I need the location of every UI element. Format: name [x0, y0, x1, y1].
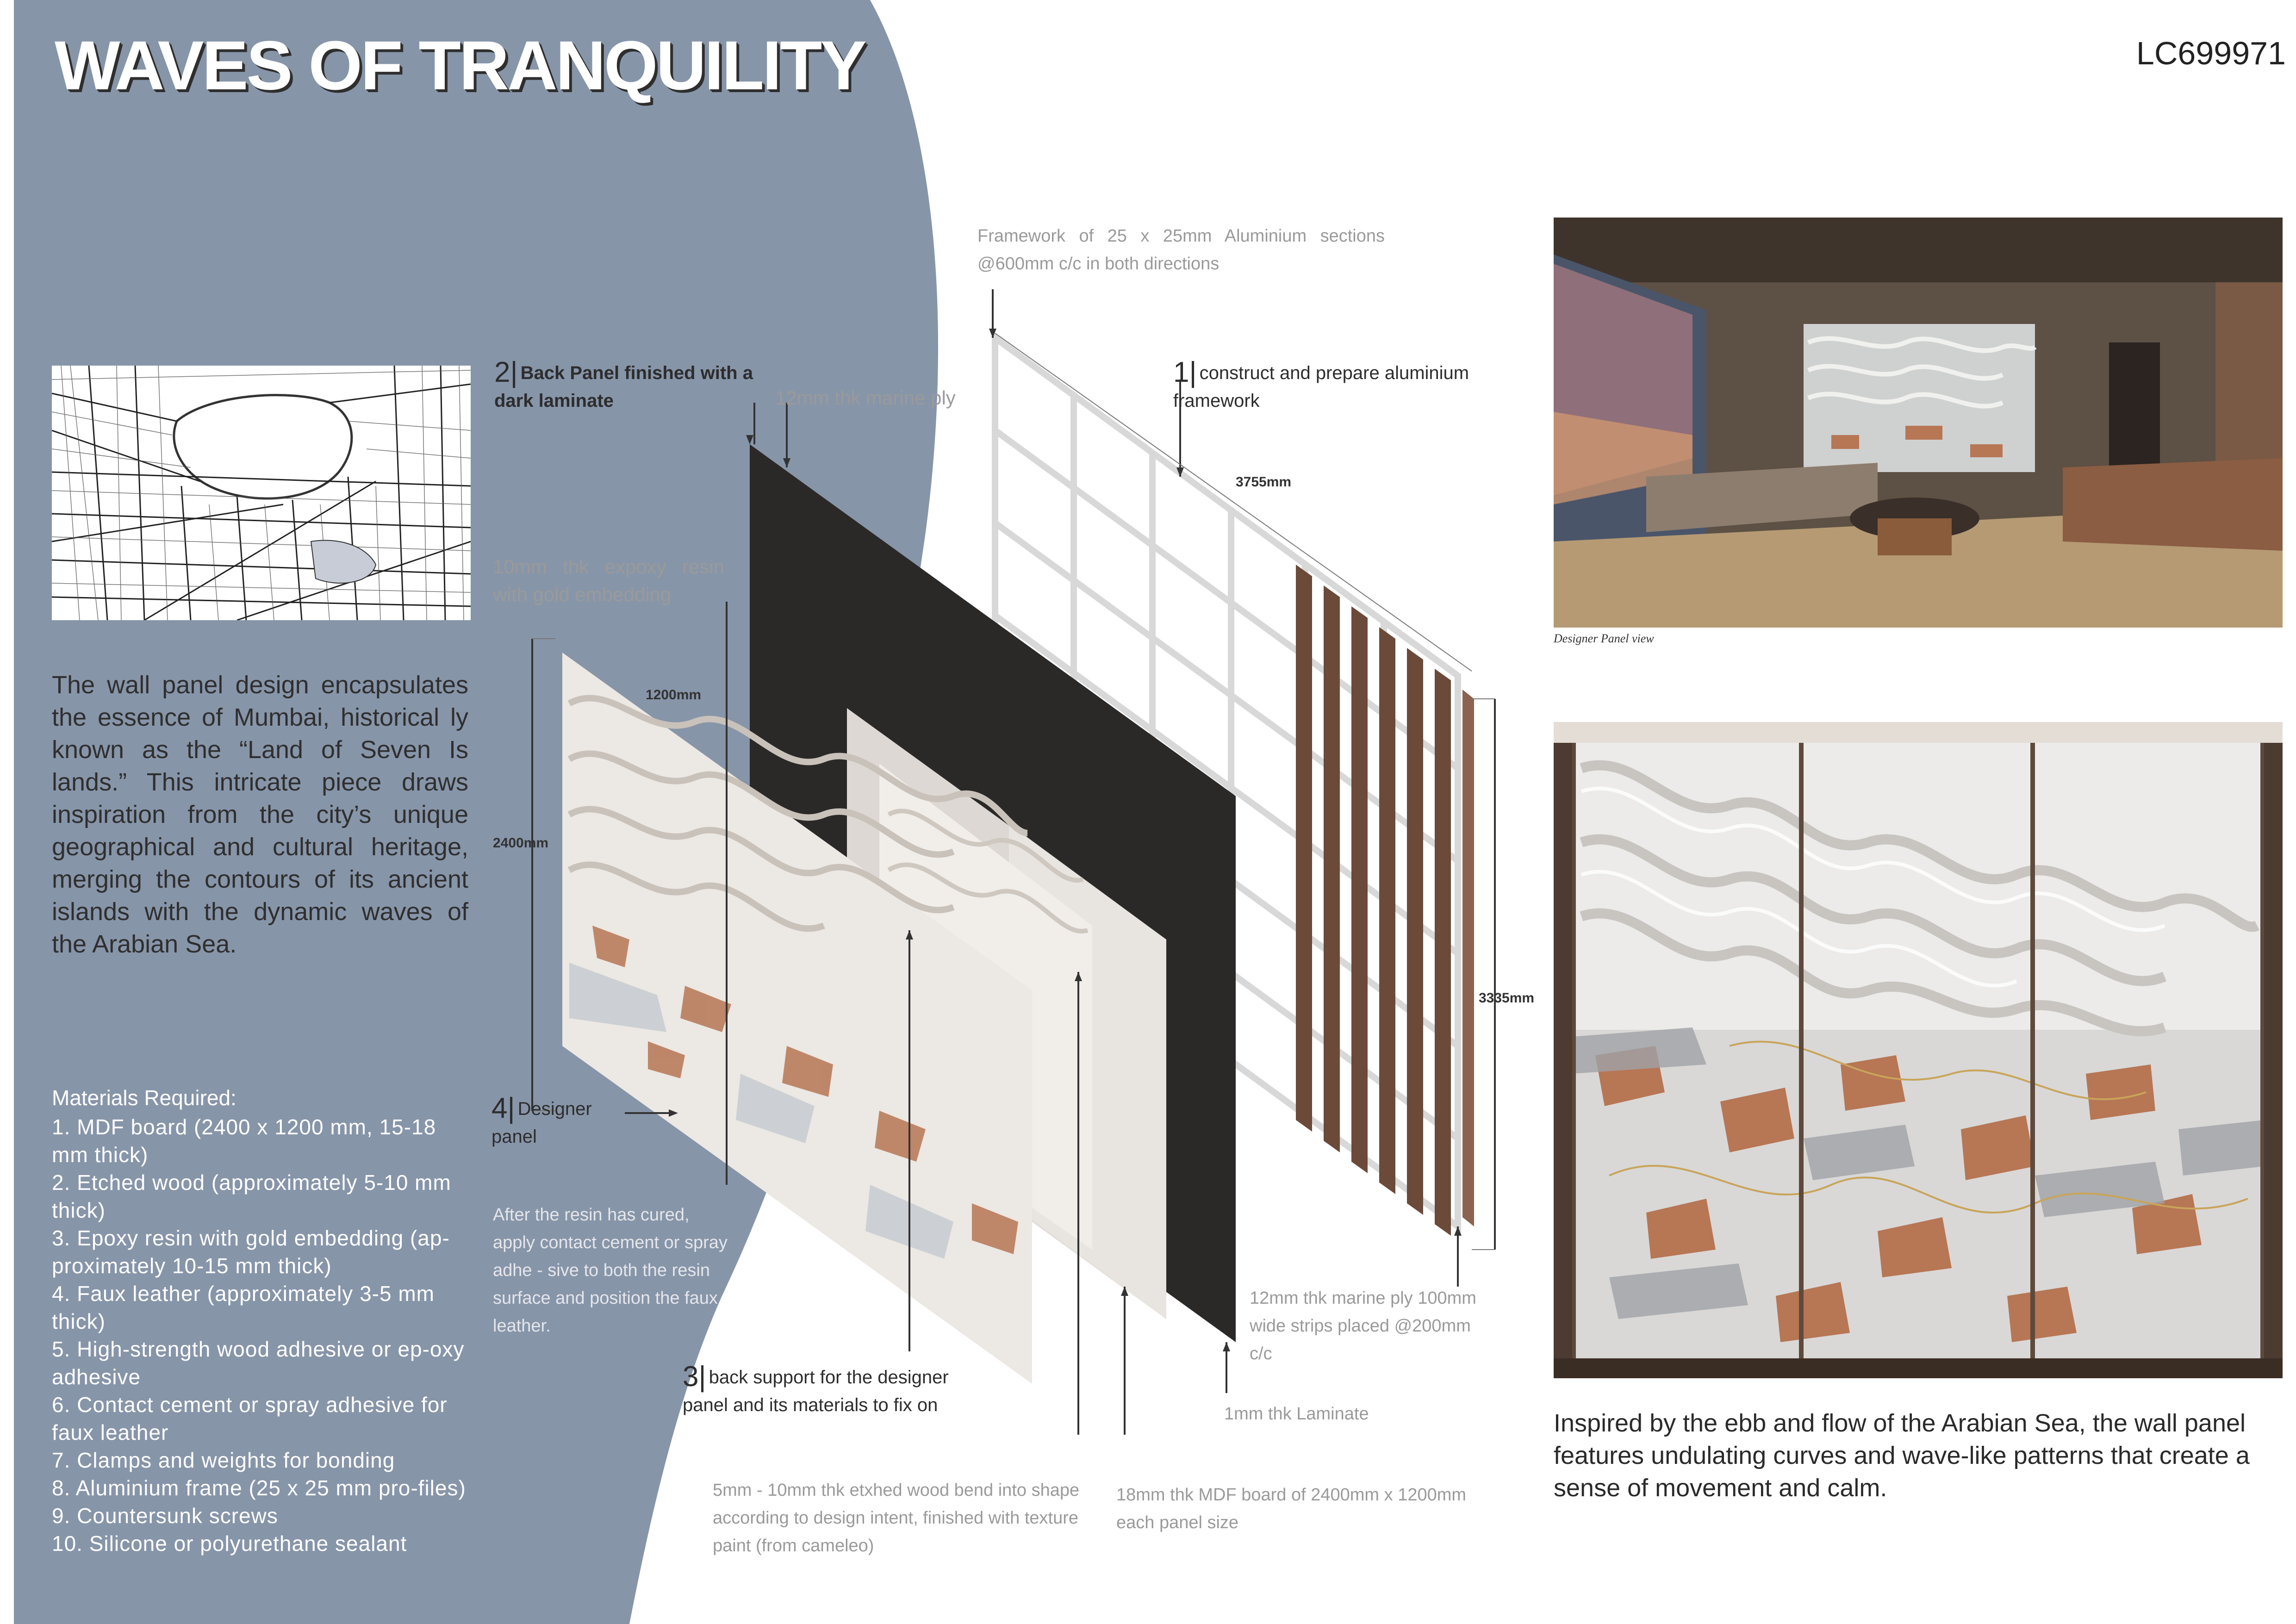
- step2-label: [494, 356, 772, 415]
- materials-list: [52, 1113, 478, 1557]
- etched-wood-note: 5mm - 10mm thk etxhed wood bend into shape according to design intent, finished with texture paint (from cameleo): [713, 1481, 1080, 1556]
- step2-number: 2|: [494, 356, 518, 388]
- list-item: 5. High-strength wood adhesive or ep-oxy adhesive: [52, 1337, 465, 1389]
- list-item: 3. Epoxy resin with gold embedding (ap-proximately 10-15 mm thick): [52, 1226, 450, 1278]
- mumbai-map: [52, 366, 471, 620]
- dimension-height: 3335mm: [1479, 990, 1535, 1006]
- materials-title: Materials Required:: [52, 1086, 236, 1110]
- framework-note: Framework of 25 x 25mm Aluminium sections @600mm c/c in both directions: [977, 226, 1385, 274]
- step4-label: [492, 1092, 603, 1151]
- step1-label: [1173, 356, 1497, 415]
- step2-text: Back Panel finished with a dark laminate: [494, 363, 753, 411]
- strips-note: 12mm thk marine ply 100mm wide strips placed @200mm c/c: [1250, 1288, 1476, 1363]
- mdf-note: 18mm thk MDF board of 2400mm x 1200mm each panel size: [1116, 1485, 1467, 1532]
- designer-panel-render: [1554, 218, 2283, 628]
- list-item: 4. Faux leather (approximately 3-5 mm thick): [52, 1282, 435, 1333]
- step1-number: 1|: [1173, 356, 1197, 388]
- step4-number: 4|: [492, 1092, 515, 1124]
- page-title: WAVES OF TRANQUILITY: [55, 26, 865, 104]
- list-item: 10. Silicone or polyurethane sealant: [52, 1531, 407, 1556]
- intro-paragraph: The wall panel design encapsulates the essence of Mumbai, historical ly known as the “Land of Seven Is lands.” This intricate piece draws inspiration from the city’s unique geographical and cultural heritage, merging the contours of its ancient islands with the dynamic waves of the Arabian Sea.: [52, 671, 468, 958]
- render-caption: Designer Panel view: [1554, 632, 1654, 645]
- epoxy-note: 10mm thk expoxy resin with gold embedding: [493, 556, 724, 605]
- list-item: 7. Clamps and weights for bonding: [52, 1448, 395, 1472]
- step3-label: [683, 1363, 960, 1419]
- step3-number: 3|: [683, 1361, 706, 1393]
- panel-elevation-render: [1554, 722, 2283, 1378]
- resin-note: After the resin has cured, apply contact cement or spray adhe - sive to both the resin surface and position the faux leather.: [493, 1205, 728, 1336]
- list-item: 8. Aluminium frame (25 x 25 mm pro-files): [52, 1476, 466, 1500]
- step4-text: Designer panel: [492, 1099, 592, 1147]
- dimension-width: 3755mm: [1236, 474, 1292, 490]
- entry-code: LC699971: [2136, 35, 2286, 71]
- list-item: 9. Countersunk screws: [52, 1504, 278, 1528]
- list-item: 6. Contact cement or spray adhesive for faux leather: [52, 1393, 448, 1444]
- dimension-panel-height: 2400mm: [493, 835, 549, 851]
- laminate-note: 1mm thk Laminate: [1224, 1404, 1369, 1424]
- list-item: 2. Etched wood (approximately 5-10 mm thick): [52, 1170, 451, 1222]
- step3-text: back support for the designer panel and its materials to fix on: [683, 1367, 949, 1415]
- marine-ply-note: 12mm thk marine ply: [775, 387, 956, 409]
- inspiration-caption: Inspired by the ebb and flow of the Arabian Sea, the wall panel features undulating curves and wave-like patterns that create a sense of movement and calm.: [1554, 1409, 2250, 1502]
- dimension-panel-width: 1200mm: [646, 687, 702, 703]
- step1-text: construct and prepare aluminium framework: [1173, 363, 1469, 411]
- list-item: 1. MDF board (2400 x 1200 mm, 15-18 mm thick): [52, 1115, 436, 1167]
